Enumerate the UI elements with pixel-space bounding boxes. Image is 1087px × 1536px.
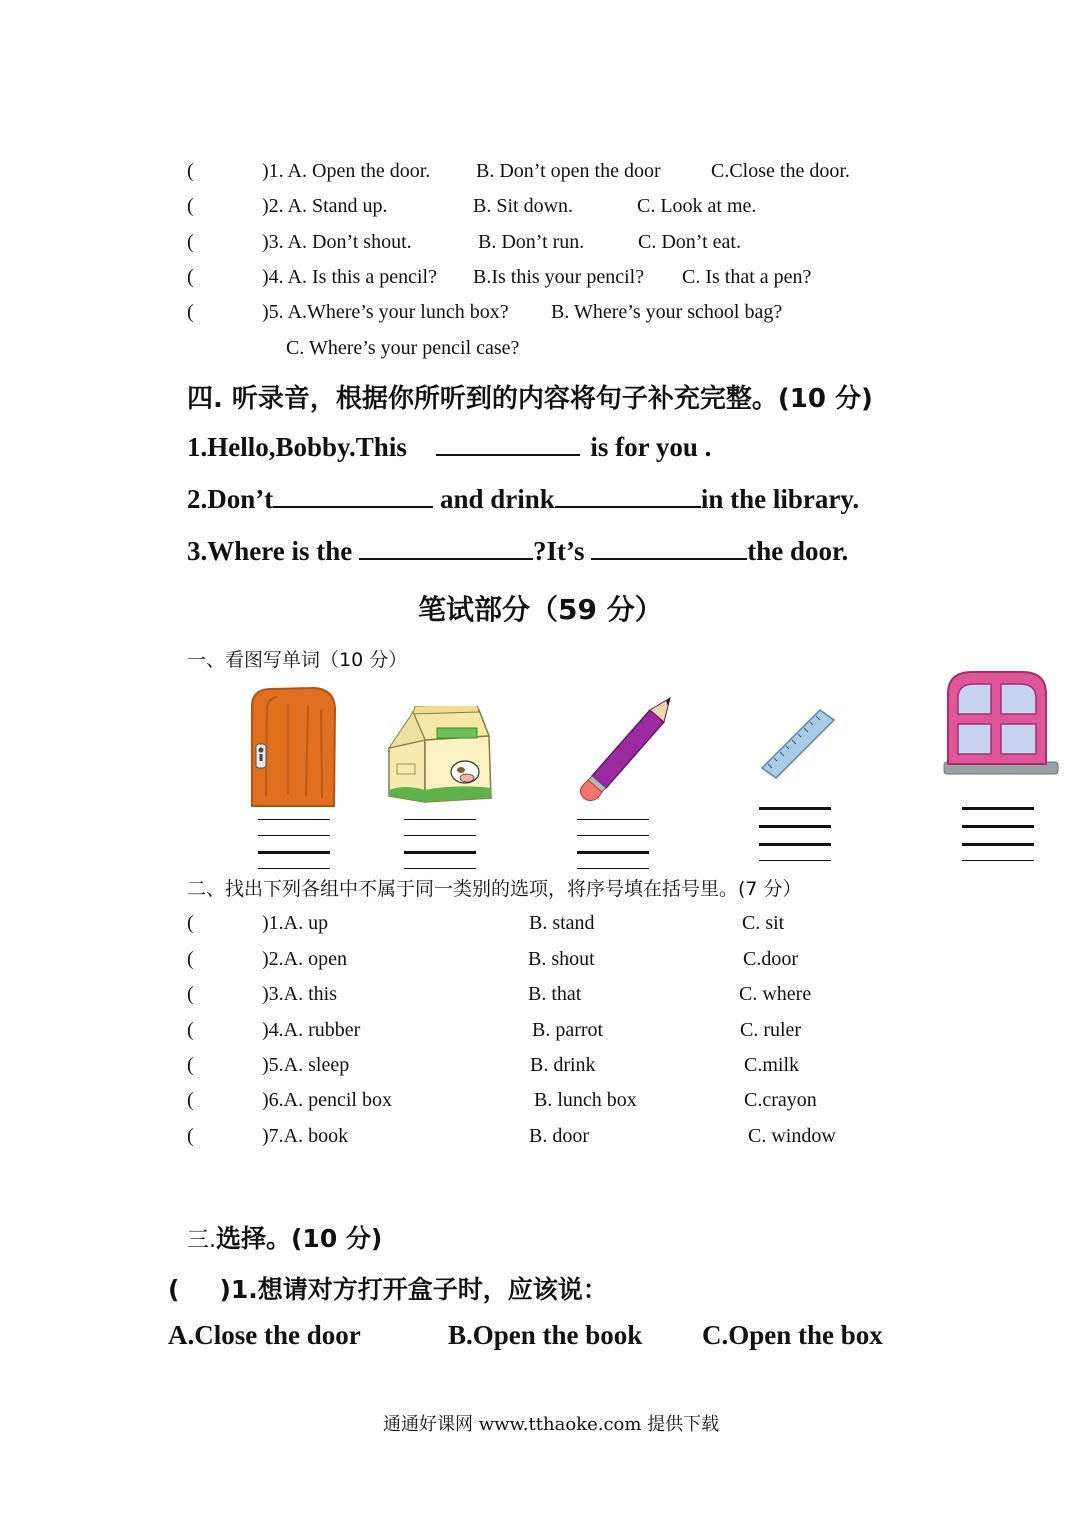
question-option-a: )1. A. Open the door.: [262, 160, 431, 182]
choice-option-c: C.Open the box: [702, 1320, 883, 1350]
question-option-a: )3. A. Don’t shout.: [262, 231, 412, 253]
part3-heading: [187, 1219, 382, 1255]
milk-box-picture: [385, 706, 501, 806]
question-option-b: B. Where’s your school bag?: [551, 301, 783, 323]
option-b: B. parrot: [532, 1019, 604, 1041]
question-option-c: C. Don’t eat.: [638, 231, 741, 253]
answer-paren[interactable]: (: [187, 912, 194, 934]
answer-paren[interactable]: (: [187, 160, 194, 182]
footer-text: 通通好课网 www.tthaoke.com 提供下载: [383, 1414, 720, 1435]
option-b: B. drink: [530, 1054, 596, 1076]
answer-paren[interactable]: (: [187, 195, 194, 217]
option-c: C. window: [748, 1125, 836, 1147]
option-a: )3.A. this: [262, 983, 337, 1005]
fill-sentence-2: [187, 484, 859, 515]
option-c: C. sit: [742, 912, 785, 934]
question-option-c: C. Where’s your pencil case?: [286, 337, 520, 359]
pencil-picture: [578, 696, 674, 804]
ruler-picture: [758, 706, 838, 782]
sentence-text: 2.Don’t: [187, 484, 274, 514]
fill-sentence-1: [187, 432, 711, 463]
question-text: )1.想请对方打开盒子时，应该说：: [219, 1275, 608, 1304]
question-option-b: B.Is this your pencil?: [473, 266, 645, 288]
answer-blank[interactable]: [555, 484, 701, 508]
answer-blank[interactable]: [436, 432, 580, 456]
option-b: B. shout: [528, 948, 595, 970]
part1-heading: 一、看图写单词（10 分）: [187, 649, 408, 671]
question-option-c: C. Is that a pen?: [682, 266, 812, 288]
fill-sentence-3: [187, 536, 848, 567]
answer-blank[interactable]: [591, 536, 747, 560]
written-section-title: 笔试部分（59 分）: [418, 593, 663, 626]
question-option-a: )4. A. Is this a pencil?: [262, 266, 437, 288]
option-c: C. ruler: [740, 1019, 802, 1041]
question-option-a: )5. A.Where’s your lunch box?: [262, 301, 509, 323]
answer-blank[interactable]: [273, 484, 433, 508]
part3-prefix: 三.: [187, 1228, 216, 1253]
option-a: )1.A. up: [262, 912, 329, 934]
answer-paren[interactable]: (: [187, 983, 194, 1005]
question-option-c: C. Look at me.: [637, 195, 757, 217]
part3-title: 选择。(10 分): [216, 1224, 383, 1253]
option-c: C.milk: [744, 1054, 800, 1076]
option-b: B. stand: [529, 912, 595, 934]
sentence-text: in the library.: [700, 484, 860, 514]
question-option-c: C.Close the door.: [711, 160, 850, 182]
answer-paren[interactable]: (: [187, 1089, 194, 1111]
answer-paren[interactable]: (: [187, 301, 194, 323]
option-b: B. that: [528, 983, 582, 1005]
answer-blank[interactable]: [359, 536, 533, 560]
question-option-b: B. Sit down.: [473, 195, 574, 217]
sentence-text: is for you .: [590, 432, 712, 462]
option-c: C. where: [739, 983, 812, 1005]
choice-option-b: B.Open the book: [448, 1320, 643, 1350]
answer-paren[interactable]: (: [187, 1125, 194, 1147]
option-a: )4.A. rubber: [262, 1019, 361, 1041]
sentence-text: and drink: [440, 484, 555, 514]
option-b: B. lunch box: [534, 1089, 637, 1111]
part2-heading: 二、找出下列各组中不属于同一类别的选项，将序号填在括号里。(7 分）: [187, 878, 802, 900]
question-option-b: B. Don’t open the door: [476, 160, 661, 182]
answer-paren[interactable]: (: [187, 1054, 194, 1076]
answer-paren[interactable]: (: [187, 1019, 194, 1041]
question-option-a: )2. A. Stand up.: [262, 195, 388, 217]
option-a: )5.A. sleep: [262, 1054, 350, 1076]
option-c: C.crayon: [744, 1089, 817, 1111]
option-c: C.door: [743, 948, 798, 970]
sentence-text: ?It’s: [532, 536, 585, 566]
answer-paren[interactable]: (: [187, 948, 194, 970]
question-option-b: B. Don’t run.: [478, 231, 585, 253]
window-picture: [942, 668, 1060, 780]
option-a: )6.A. pencil box: [262, 1089, 392, 1111]
answer-paren[interactable]: (: [187, 266, 194, 288]
answer-paren[interactable]: (: [168, 1275, 180, 1304]
sentence-text: 1.Hello,Bobby.This: [187, 432, 407, 462]
option-a: )2.A. open: [262, 948, 347, 970]
answer-paren[interactable]: (: [187, 231, 194, 253]
part3-question-1: [168, 1270, 608, 1306]
sentence-text: the door.: [747, 536, 849, 566]
option-b: B. door: [529, 1125, 589, 1147]
sentence-text: 3.Where is the: [187, 536, 353, 566]
choice-option-a: A.Close the door: [168, 1320, 361, 1350]
section4-heading: 四. 听录音，根据你所听到的内容将句子补充完整。(10 分): [187, 384, 873, 414]
option-a: )7.A. book: [262, 1125, 349, 1147]
door-picture: [248, 686, 340, 810]
